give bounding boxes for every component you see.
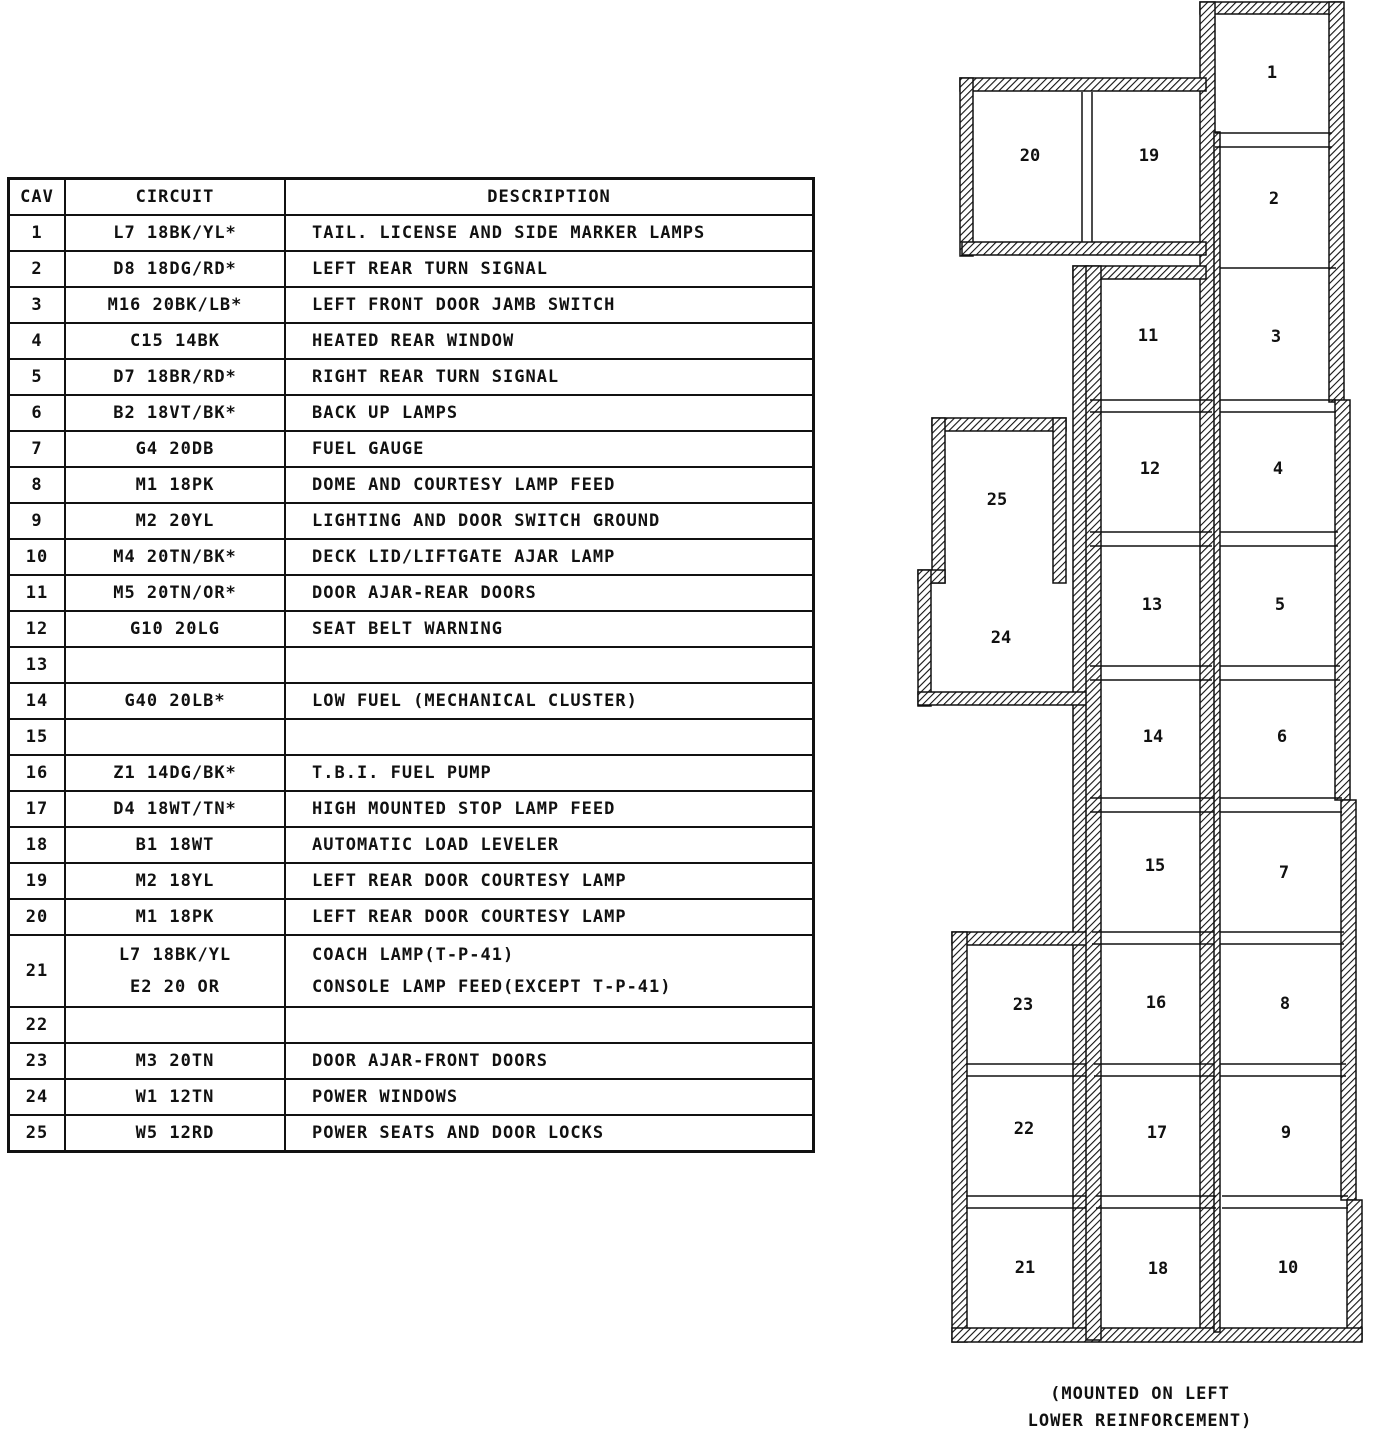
cav-number: 18 bbox=[9, 827, 66, 863]
circuit-code: M2 20YL bbox=[65, 503, 285, 539]
cav-number: 17 bbox=[9, 791, 66, 827]
housing-wall bbox=[1200, 2, 1342, 14]
circuit-code: G10 20LG bbox=[65, 611, 285, 647]
cavity-label: 1 bbox=[1266, 63, 1278, 83]
cav-number: 10 bbox=[9, 539, 66, 575]
cavity-label: 15 bbox=[1144, 856, 1166, 876]
circuit-code: W5 12RD bbox=[65, 1115, 285, 1152]
cav-number: 3 bbox=[9, 287, 66, 323]
circuit-description: DOOR AJAR-REAR DOORS bbox=[285, 575, 814, 611]
circuit-code: M1 18PK bbox=[65, 899, 285, 935]
cavity-label: 6 bbox=[1276, 727, 1288, 747]
connector-walls bbox=[918, 2, 1362, 1342]
circuit-code: L7 18BK/YL bbox=[118, 945, 232, 965]
housing-wall bbox=[1086, 266, 1101, 1340]
cavity-label: 11 bbox=[1137, 326, 1159, 346]
cavity-label: 14 bbox=[1142, 727, 1164, 747]
housing-wall bbox=[1335, 400, 1350, 800]
circuit-description: HIGH MOUNTED STOP LAMP FEED bbox=[285, 791, 814, 827]
circuit-description: LOW FUEL (MECHANICAL CLUSTER) bbox=[285, 683, 814, 719]
cav-number: 2 bbox=[9, 251, 66, 287]
cavity-label: 20 bbox=[1019, 146, 1041, 166]
circuit-description: COACH LAMP(T-P-41) bbox=[312, 945, 515, 965]
housing-wall bbox=[1200, 2, 1215, 1332]
circuit-description: FUEL GAUGE bbox=[285, 431, 814, 467]
circuit-code: M2 18YL bbox=[65, 863, 285, 899]
cav-number: 22 bbox=[9, 1007, 66, 1043]
circuit-description: DOOR AJAR-FRONT DOORS bbox=[285, 1043, 814, 1079]
cavity-dividers bbox=[966, 92, 1348, 1208]
cav-number: 24 bbox=[9, 1079, 66, 1115]
cav-number: 21 bbox=[9, 935, 66, 1007]
circuit-code: M1 18PK bbox=[65, 467, 285, 503]
housing-wall bbox=[962, 242, 1206, 255]
cav-number: 23 bbox=[9, 1043, 66, 1079]
cav-number: 20 bbox=[9, 899, 66, 935]
circuit-code: M4 20TN/BK* bbox=[65, 539, 285, 575]
circuit-description: DOME AND COURTESY LAMP FEED bbox=[285, 467, 814, 503]
circuit-code: D4 18WT/TN* bbox=[65, 791, 285, 827]
cavity-label: 21 bbox=[1014, 1258, 1036, 1278]
circuit-code: M16 20BK/LB* bbox=[65, 287, 285, 323]
circuit-description: BACK UP LAMPS bbox=[285, 395, 814, 431]
housing-wall bbox=[932, 418, 945, 583]
cavity-label: 19 bbox=[1138, 146, 1160, 166]
cavity-label: 4 bbox=[1272, 459, 1284, 479]
cav-number: 5 bbox=[9, 359, 66, 395]
cav-number: 8 bbox=[9, 467, 66, 503]
header-circuit: CIRCUIT bbox=[65, 179, 285, 216]
circuit-description: TAIL. LICENSE AND SIDE MARKER LAMPS bbox=[285, 215, 814, 251]
cavity-label: 10 bbox=[1277, 1258, 1299, 1278]
housing-wall bbox=[952, 932, 967, 1342]
circuit-code: Z1 14DG/BK* bbox=[65, 755, 285, 791]
circuit-code: B1 18WT bbox=[65, 827, 285, 863]
housing-wall bbox=[1341, 800, 1356, 1200]
circuit-description: RIGHT REAR TURN SIGNAL bbox=[285, 359, 814, 395]
cavity-label: 22 bbox=[1013, 1119, 1035, 1139]
circuit-description: LEFT REAR TURN SIGNAL bbox=[285, 251, 814, 287]
header-description: DESCRIPTION bbox=[285, 179, 814, 216]
circuit-description: AUTOMATIC LOAD LEVELER bbox=[285, 827, 814, 863]
circuit-code: D7 18BR/RD* bbox=[65, 359, 285, 395]
housing-wall bbox=[1053, 418, 1066, 583]
circuit-description: LIGHTING AND DOOR SWITCH GROUND bbox=[285, 503, 814, 539]
cav-number: 1 bbox=[9, 215, 66, 251]
circuit-description: HEATED REAR WINDOW bbox=[285, 323, 814, 359]
circuit-code: W1 12TN bbox=[65, 1079, 285, 1115]
cav-number: 16 bbox=[9, 755, 66, 791]
cavity-label: 3 bbox=[1270, 327, 1282, 347]
circuit-description: SEAT BELT WARNING bbox=[285, 611, 814, 647]
circuit-description: CONSOLE LAMP FEED(EXCEPT T-P-41) bbox=[312, 977, 672, 997]
cavity-label: 24 bbox=[990, 628, 1012, 648]
housing-wall bbox=[1214, 132, 1220, 1332]
cav-number: 13 bbox=[9, 647, 66, 683]
housing-wall bbox=[932, 418, 1066, 431]
header-cav: CAV bbox=[9, 179, 66, 216]
cavity-label: 17 bbox=[1146, 1123, 1168, 1143]
cavity-label: 23 bbox=[1012, 995, 1034, 1015]
housing-wall bbox=[952, 932, 1088, 945]
housing-wall bbox=[960, 78, 1206, 91]
mounting-note-line-1: (MOUNTED ON LEFT bbox=[1050, 1384, 1230, 1404]
cav-number: 11 bbox=[9, 575, 66, 611]
circuit-description: LEFT REAR DOOR COURTESY LAMP bbox=[285, 899, 814, 935]
cav-number: 7 bbox=[9, 431, 66, 467]
cav-number: 25 bbox=[9, 1115, 66, 1152]
circuit-description: LEFT FRONT DOOR JAMB SWITCH bbox=[285, 287, 814, 323]
cavity-label: 18 bbox=[1147, 1259, 1169, 1279]
circuit-code: E2 20 OR bbox=[130, 977, 220, 997]
cavity-label: 16 bbox=[1145, 993, 1167, 1013]
circuit-description: POWER WINDOWS bbox=[285, 1079, 814, 1115]
circuit-code: M5 20TN/OR* bbox=[65, 575, 285, 611]
cav-number: 12 bbox=[9, 611, 66, 647]
circuit-code: C15 14BK bbox=[65, 323, 285, 359]
housing-wall bbox=[918, 692, 1088, 705]
cav-number: 4 bbox=[9, 323, 66, 359]
mounting-note-line-2: LOWER REINFORCEMENT) bbox=[1027, 1411, 1253, 1431]
cavity-label: 7 bbox=[1278, 863, 1290, 883]
circuit-description: LEFT REAR DOOR COURTESY LAMP bbox=[285, 863, 814, 899]
cavity-label: 5 bbox=[1274, 595, 1286, 615]
housing-wall bbox=[960, 78, 973, 256]
cav-number: 19 bbox=[9, 863, 66, 899]
housing-wall bbox=[1347, 1200, 1362, 1340]
cavity-label: 9 bbox=[1280, 1123, 1292, 1143]
circuit-description: POWER SEATS AND DOOR LOCKS bbox=[285, 1115, 814, 1152]
circuit-code: G40 20LB* bbox=[65, 683, 285, 719]
housing-wall bbox=[918, 570, 931, 706]
housing-wall bbox=[1329, 2, 1344, 402]
cavity-label: 12 bbox=[1139, 459, 1161, 479]
circuit-description: T.B.I. FUEL PUMP bbox=[285, 755, 814, 791]
cavity-label: 13 bbox=[1141, 595, 1163, 615]
circuit-code: D8 18DG/RD* bbox=[65, 251, 285, 287]
cav-number: 9 bbox=[9, 503, 66, 539]
cav-number: 14 bbox=[9, 683, 66, 719]
circuit-code: M3 20TN bbox=[65, 1043, 285, 1079]
circuit-code: B2 18VT/BK* bbox=[65, 395, 285, 431]
circuit-description: DECK LID/LIFTGATE AJAR LAMP bbox=[285, 539, 814, 575]
cavity-label: 8 bbox=[1279, 994, 1291, 1014]
cav-number: 6 bbox=[9, 395, 66, 431]
housing-wall bbox=[952, 1328, 1362, 1342]
circuit-code: G4 20DB bbox=[65, 431, 285, 467]
cavity-label: 25 bbox=[986, 490, 1008, 510]
cav-number: 15 bbox=[9, 719, 66, 755]
circuit-code: L7 18BK/YL* bbox=[65, 215, 285, 251]
cavity-label: 2 bbox=[1268, 189, 1280, 209]
